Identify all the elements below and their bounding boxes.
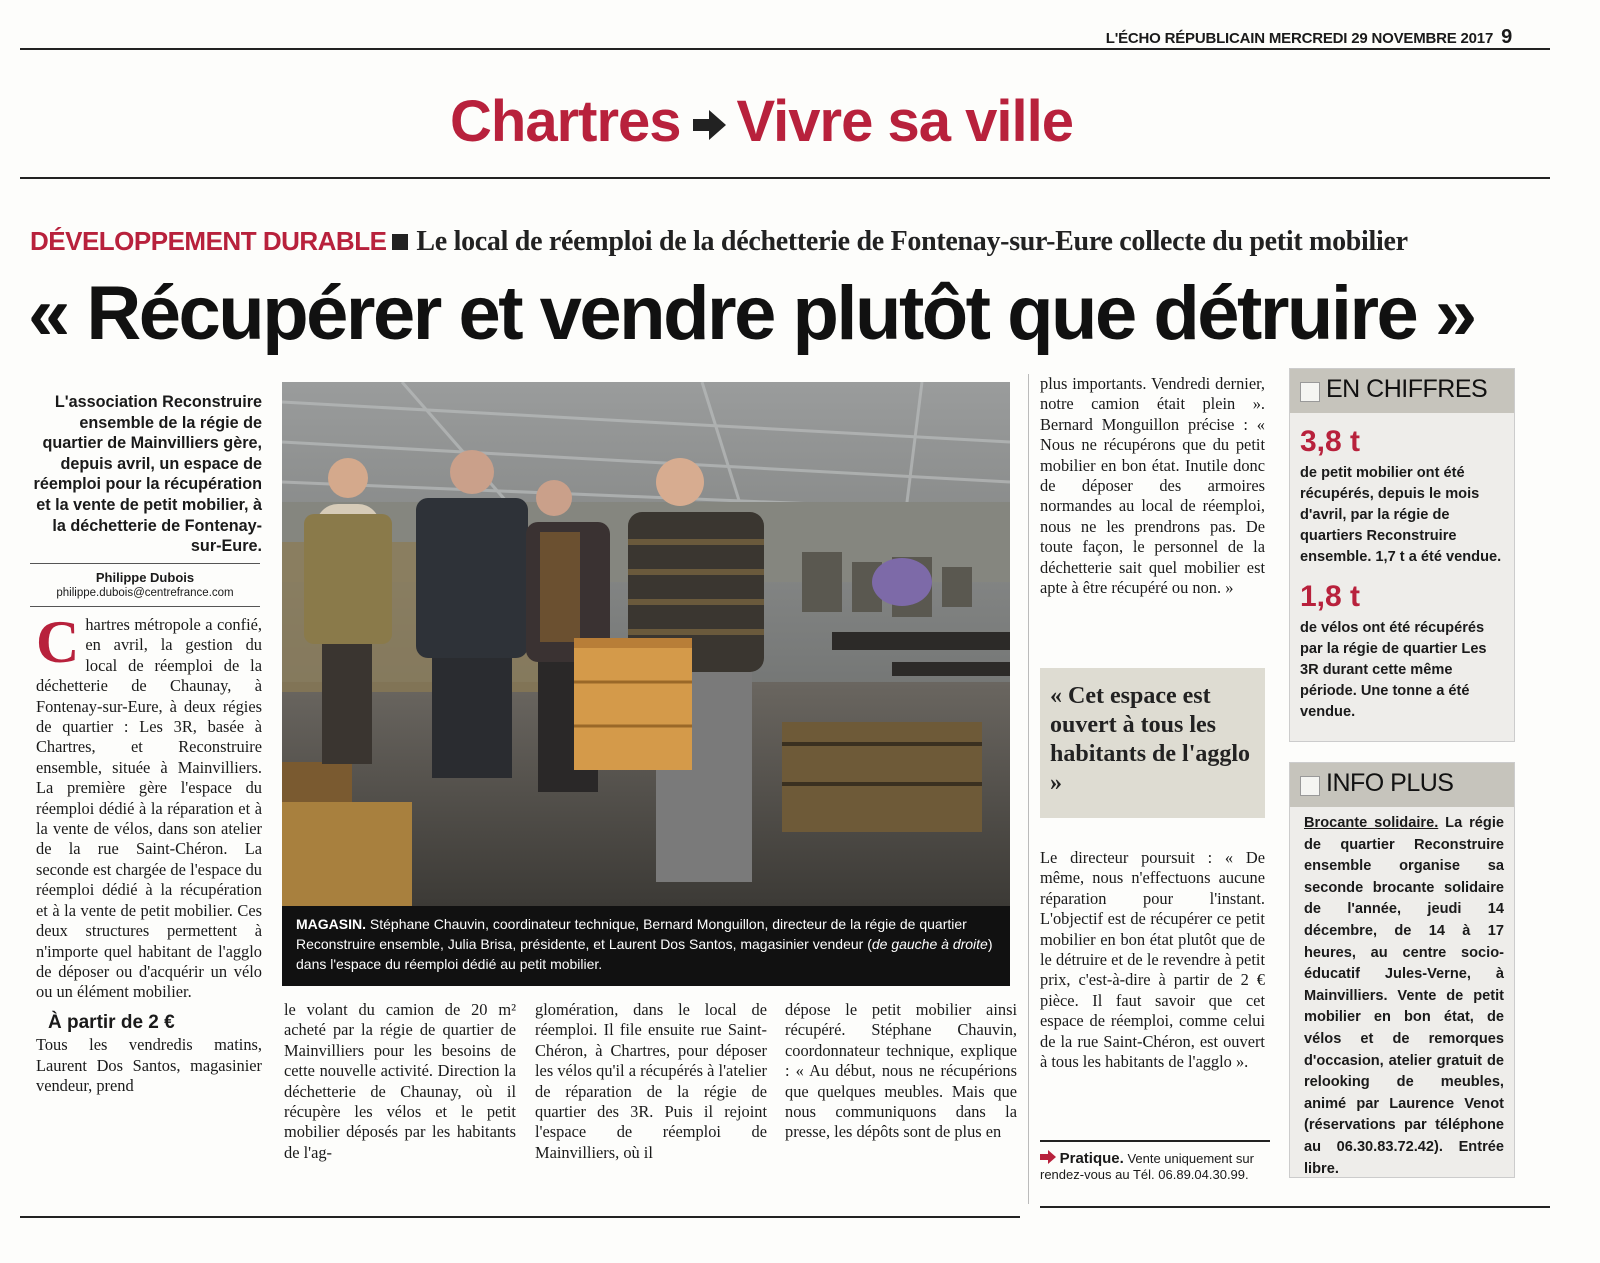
article-column-4: dépose le petit mobilier ainsi récupéré. Stéphane Chauvin, coordonnateur technique, explique : « Au début, nous ne récupérions que quelques meubles. Mais que nous communiquons dans la presse, les dépôts sont de plus en <box>785 1000 1017 1142</box>
figure-1-text: de petit mobilier ont été récupérés, depuis le mois d'avril, par la régie de quartiers Reconstruire ensemble. 1,7 t a été vendue. <box>1300 465 1502 565</box>
section-city: Chartres <box>450 89 681 154</box>
bottom-rule-right <box>1040 1206 1550 1208</box>
section-title <box>450 88 1150 168</box>
kicker <box>30 226 1550 266</box>
caption-italic: de gauche à droite <box>871 936 988 952</box>
bottom-rule <box>20 1216 1020 1218</box>
photo-caption <box>282 906 1010 986</box>
top-rule <box>20 48 1550 50</box>
publication-date: MERCREDI 29 NOVEMBRE 2017 <box>1268 30 1494 47</box>
column-1-end: Tous les vendredis matins, Laurent Dos Santos, magasinier vendeur, prend <box>36 1035 262 1095</box>
box-marker-icon <box>1300 776 1320 796</box>
page-number: 9 <box>1501 26 1512 48</box>
article-column-5-bottom: Le directeur poursuit : « De même, nous n'effectuons aucune réparation pour l'instant. L'objectif est de récupérer ce petit mobilier en bon état plutôt que de le détruire et de le revendre à petit prix, c'est-à-dire à partir de 2 € pièce. Il faut savoir que cet espace de réemploi, comme celui de la rue Saint-Chéron, est ouvert à tous les habitants de l'agglo ». <box>1040 848 1265 1072</box>
info-plus-lead: Brocante solidaire. <box>1304 815 1439 831</box>
byline-email: philippe.dubois@centrefrance.com <box>56 587 234 599</box>
article-column-1 <box>36 609 262 1096</box>
column-divider <box>1028 374 1029 1204</box>
pratique-rule <box>1040 1140 1270 1142</box>
article-photo <box>282 382 1010 906</box>
pullquote <box>1040 668 1265 818</box>
en-chiffres-title: EN CHIFFRES <box>1326 375 1488 403</box>
byline-author: Philippe Dubois <box>95 570 195 585</box>
page-header <box>20 22 1550 50</box>
kicker-tag: DÉVELOPPEMENT DURABLE <box>30 226 387 256</box>
section-rule <box>20 177 1550 179</box>
info-plus-title: INFO PLUS <box>1326 769 1454 797</box>
pratique-info <box>1040 1150 1270 1183</box>
square-bullet-icon <box>392 234 408 250</box>
figure-1: 3,8 t <box>1300 425 1361 458</box>
caption-text: Stéphane Chauvin, coordinateur technique, Bernard Monguillon, directeur de la régie de quartier Reconstruire ensemble, Julia Brisa, présidente, et Laurent Dos Santos, magasinier vendeur ( <box>296 916 967 952</box>
kicker-subtitle: Le local de réemploi de la déchetterie de Fontenay-sur-Eure collecte du petit mobilier <box>416 226 1408 257</box>
en-chiffres-box <box>1289 368 1515 742</box>
figure-2: 1,8 t <box>1300 580 1361 613</box>
section-rubric: Vivre sa ville <box>736 89 1073 154</box>
arrow-right-icon <box>689 92 729 132</box>
info-plus-box <box>1289 762 1515 1178</box>
headline: « Récupérer et vendre plutôt que détruire » <box>28 271 1475 356</box>
arrow-right-icon <box>1040 1150 1056 1164</box>
pullquote-text: « Cet espace est ouvert à tous les habitants de l'agglo » <box>1050 683 1251 796</box>
article-column-2: le volant du camion de 20 m² acheté par la régie de quartier de Mainvilliers pour les besoins de cette nouvelle activité. Direction la déchetterie de Chaunay, où il récupère les vélos et le petit mobilier déposés par les habitants de l'ag- <box>284 1000 516 1162</box>
intro-lead: L'association Reconstruire ensemble de la régie de quartier de Mainvilliers gère, depuis avril, un espace de réemploi pour la récupération et la vente de petit mobilier, à la déchetterie de Fontenay-sur-Eure. <box>33 393 262 556</box>
byline-rule-bottom <box>30 606 260 607</box>
pratique-text: Vente uniquement sur rendez-vous au Tél. 06.89.04.30.99. <box>1040 1151 1254 1182</box>
figure-2-text: de vélos ont été récupérés par la régie de quartier Les 3R durant cette même période. Une tonne a été vendue. <box>1300 620 1487 720</box>
info-plus-header <box>1290 763 1514 807</box>
article-column-5-top: plus importants. Vendredi dernier, notre camion était plein ». Bernard Monguillon précise : « Nous ne récupérons que du petit mobilier en bon état. Inutile donc de déposer des armoires normandes au local de réemploi, nous ne les prendrons pas. De toute façon, le personnel de la déchetterie sait quel mobilier est apte à être récupéré ou non. » <box>1040 374 1265 598</box>
info-plus-body <box>1304 813 1504 1180</box>
box-marker-icon <box>1300 382 1320 402</box>
publication-line <box>1106 26 1512 49</box>
byline-rule <box>30 563 260 564</box>
caption-end: ) dans l'espace du réemploi dédié au petit mobilier. <box>296 936 993 972</box>
publication-name: L'ÉCHO RÉPUBLICAIN <box>1105 30 1265 47</box>
pratique-label: Pratique. <box>1059 1150 1124 1167</box>
caption-label: MAGASIN. <box>296 916 366 932</box>
dropcap: C <box>36 609 80 675</box>
column-1-text: hartres métropole a confié, en avril, la gestion du local de réemploi de la déchetterie de Chaunay, à Fontenay-sur-Eure, à deux régies de quartier : Les 3R, basée à Chartres, et Reconstruire ensemble, située à Mainvilliers. La première gère l'espace du réemploi dédié à la réparation et à la vente de vélos, dans son atelier de la rue Saint-Chéron. La seconde est chargée de l'espace du réemploi dédié à la récupération et à la vente de petit mobilier. Ces deux structures permettent à n'importe quel habitant de l'agglo de déposer ou d'acquérir un vélo ou un élément mobilier. <box>36 615 262 1002</box>
subheading: À partir de 2 € <box>48 1011 175 1033</box>
en-chiffres-header <box>1290 369 1514 413</box>
info-plus-text: La régie de quartier Reconstruire ensemble organise sa seconde brocante solidaire de l'année, jeudi 14 décembre, de 14 à 17 heures, au centre socio-éducatif Jules-Verne, à Mainvilliers. Vente de petit mobilier en bon état, de vélos et de remorques d'occasion, atelier gratuit de relooking de meubles, animé par Laurence Venot (réservations par téléphone au 06.30.83.72.42). Entrée libre. <box>1304 815 1504 1177</box>
article-column-3: glomération, dans le local de réemploi. Il file ensuite rue Saint-Chéron, à Chartres, pour déposer les vélos qu'il a récupérés à l'atelier de réparation de la régie de quartier des 3R. Puis il rejoint l'espace de réemploi de Mainvilliers, où il <box>535 1000 767 1162</box>
